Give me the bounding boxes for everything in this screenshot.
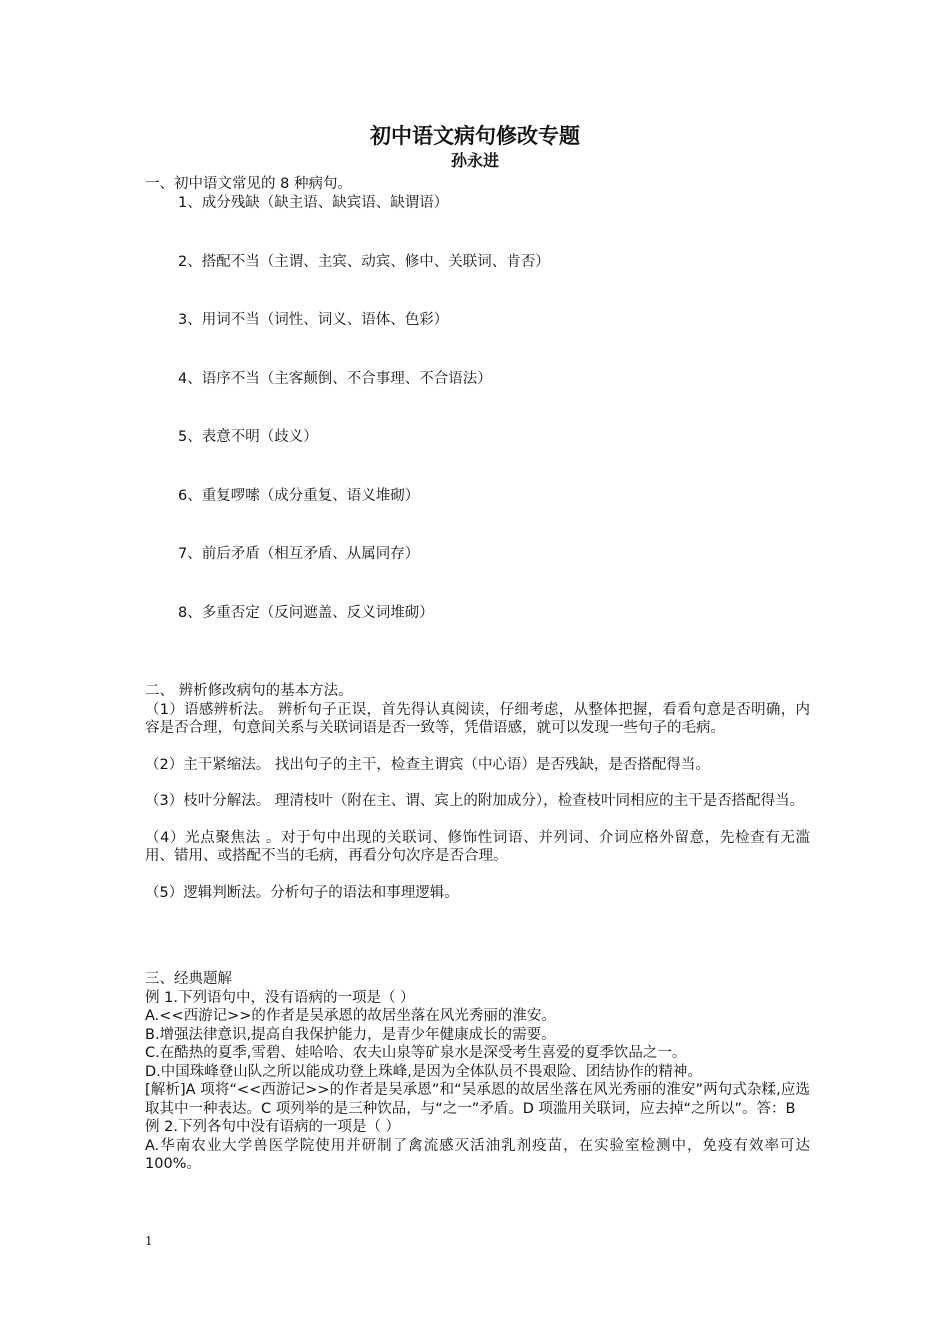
document-title: 初中语文病句修改专题 [370,123,580,148]
list-item: 1、成分残缺（缺主语、缺宾语、缺谓语） [178,195,449,211]
list-item: 5、表意不明（歧义） [178,429,318,445]
method-paragraph: （3）枝叶分解法。 理清枝叶（附在主、谓、宾上的附加成分），检查枝叶同相应的主干是否搭配得当。 [145,793,805,809]
method-paragraph: （4）光点聚焦法 。对于句中出现的关联词、修饰性词语、并列词、介词应格外留意，先检查有无滥用、错用、或搭配不当的毛病，再看分句次序是否合理。 [145,829,810,864]
list-item: 7、前后矛盾（相互矛盾、从属同存） [178,546,420,562]
method-paragraph: （2）主干紧缩法。 找出句子的主干，检查主谓宾（中心语）是否残缺，是否搭配得当。 [145,756,710,773]
example2-option: A.华南农业大学兽医学院使用并研制了禽流感灭活油乳剂疫苗，在实验室检测中，免疫有效率可达 100%。 [145,1137,810,1172]
example1-option: A.<<西游记>>的作者是吴承恩的故居坐落在风光秀丽的淮安。 [145,1008,556,1024]
section3 [145,970,810,1174]
list-item: 8、多重否定（反问遮盖、反义词堆砌） [178,605,434,621]
example2-question: 例 2.下列各句中没有语病的一项是（ ） [145,1119,401,1135]
list-item: 3、用词不当（词性、词义、语体、色彩） [178,312,449,328]
example1-question: 例 1.下列语句中，没有语病的一项是（ ） [145,989,415,1006]
list-item: 2、搭配不当（主谓、主宾、动宾、修中、关联词、肯否） [178,254,550,270]
section2-heading: 二、 辨析修改病句的基本方法。 [145,683,353,699]
method-paragraph: （5）逻辑判断法。分析句子的语法和事理逻辑。 [145,884,459,901]
example1-option: C.在酷热的夏季,雪碧、娃哈哈、农夫山泉等矿泉水是深受考生喜爱的夏季饮品之一。 [145,1045,687,1061]
page-number: 1 [145,1234,153,1248]
section1-heading: 一、初中语文常见的 8 种病句。 [145,176,352,192]
example1-option: B.增强法律意识,提高自我保护能力，是青少年健康成长的需要。 [145,1026,556,1043]
document-author: 孙永进 [450,151,499,170]
example1-option: D.中国珠峰登山队之所以能成功登上珠峰,是因为全体队员不畏艰险、团结协作的精神。 [145,1063,702,1080]
example1-analysis: [解析]A 项将“<<西游记>>的作者是吴承恩”和“吴承恩的故居坐落在风光秀丽的淮安”两句式杂糅,应选取其中一种表达。C 项列举的是三种饮品，与“之一”矛盾。D 项滥用关联词，应去掉“之所以”。答：B [145,1082,810,1117]
section2 [145,682,810,902]
method-paragraph: （1）语感辨析法。 辨析句子正误，首先得认真阅读，仔细考虑，从整体把握，看看句意是否明确，内容是否合理，句意间关系与关联词语是否一致等，凭借语感，就可以发现一些句子的毛病。 [145,701,810,736]
section3-heading: 三、经典题解 [145,971,232,987]
list-item: 6、重复啰嗦（成分重复、语义堆砌） [178,488,420,504]
list-item: 4、语序不当（主客颠倒、不合事理、不合语法） [178,371,492,387]
